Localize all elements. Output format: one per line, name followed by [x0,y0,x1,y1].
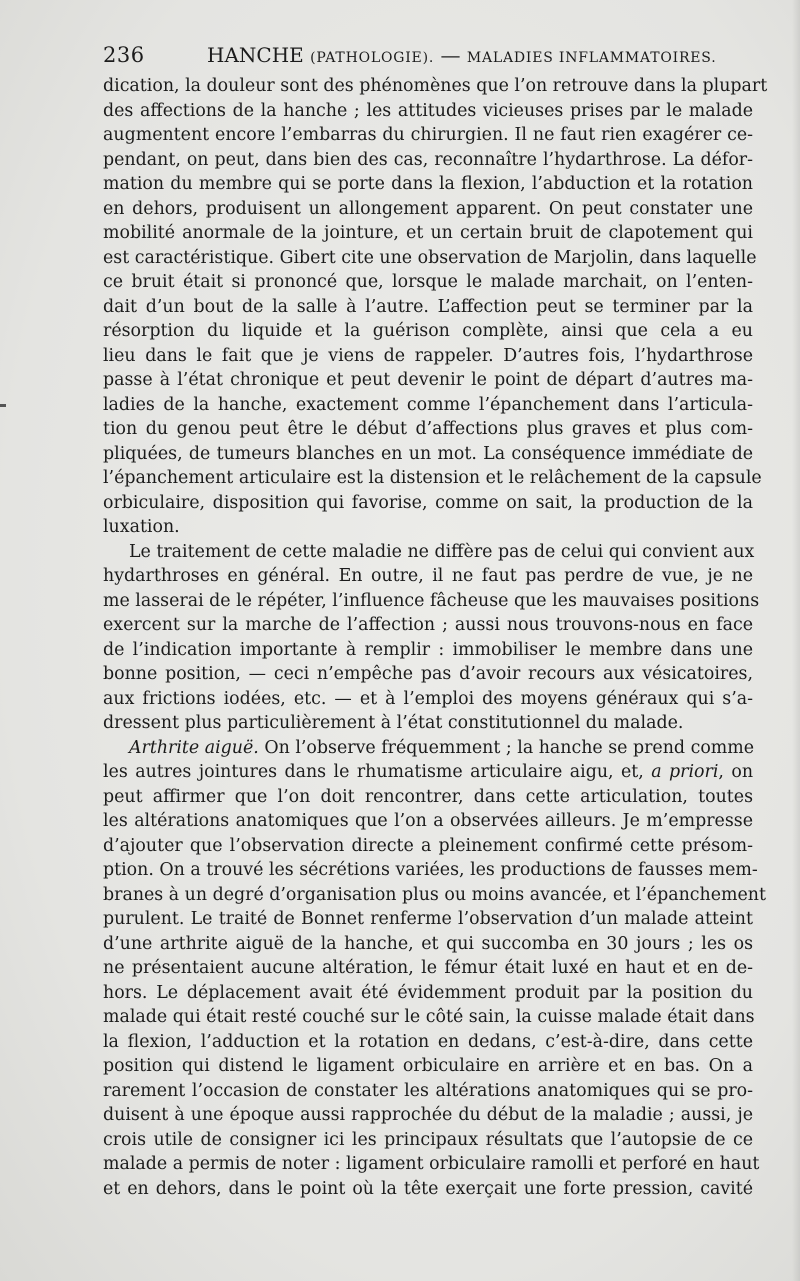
text-line-paragraph-start: Le traitement de cette maladie ne diffère pas de celui qui convient aux [129,541,755,562]
text-line: crois utile de consigner ici les principaux résultats que l’autopsie de ce [103,1129,753,1150]
running-title-dash: — [440,43,461,67]
text-line: pliquées, de tumeurs blanches en un mot. La conséquence immédiate de [103,443,753,464]
text-line: duisent à une époque aussi rapprochée du début de la maladie ; aussi, je [103,1105,753,1125]
italic-a-priori: a priori [651,762,719,782]
running-title-main: HANCHE [207,43,304,67]
running-title-sub: MALADIES INFLAMMATOIRES. [466,50,717,66]
page-number: 236 [103,43,145,67]
running-title [207,43,716,67]
text-line-paragraph-start [103,736,753,761]
text-line: les altérations anatomiques que l’on a observées ailleurs. Je m’empresse [103,811,753,831]
text-line: malade qui était resté couché sur le côté sain, la cuisse malade était dans [103,1007,755,1027]
margin-mark [0,404,6,407]
page-edge-shadow [792,0,800,1281]
text-line-paragraph-end: dressent plus particulièrement à l’état constitutionnel du malade. [103,713,684,733]
text-line: d’une arthrite aiguë de la hanche, et qui succomba en 30 jours ; les os [103,933,753,954]
text-line: d’ajouter que l’observation directe a pleinement confirmé cette présom- [103,835,753,856]
text-line: malade a permis de noter : ligament orbiculaire ramolli et perforé en haut [103,1154,760,1174]
text-run: On l’observe fréquemment ; la hanche se prend comme [264,737,755,758]
text-line: et en dehors, dans le point où la tête exerçait une forte pression, cavité [103,1178,753,1199]
text-line: ce bruit était si prononcé que, lorsque le malade marchait, on l’enten- [103,272,753,292]
text-line: dait d’un bout de la salle à l’autre. L’affection peut se terminer par la [103,296,753,317]
text-line: hors. Le déplacement avait été évidemment produit par la position du [103,982,753,1003]
section-heading-arthrite-aigue: Arthrite aiguë. [129,737,259,758]
text-line: dication, la douleur sont des phénomènes que l’on retrouve dans la plupart [103,76,768,96]
text-line: lieu dans le fait que je viens de rappeler. D’autres fois, l’hydarthrose [103,345,753,366]
text-line: est caractéristique. Gibert cite une observation de Marjolin, dans laquelle [103,247,757,268]
text-line: peut affirmer que l’on doit rencontrer, dans cette articulation, toutes [103,786,753,807]
text-line: bonne position, — ceci n’empêche pas d’avoir recours aux vésicatoires, [103,664,753,684]
text-line: aux frictions iodées, etc. — et à l’emploi des moyens généraux qui s’a- [103,688,753,709]
text-line: de l’indication importante à remplir : immobiliser le membre dans une [103,639,753,660]
text-line: exercent sur la marche de l’affection ; aussi nous trouvons-nous en face [103,615,753,635]
text-line-paragraph-end: luxation. [103,517,180,537]
text-line: ption. On a trouvé les sécrétions variées, les productions de fausses mem- [103,860,758,880]
text-line: résorption du liquide et la guérison complète, ainsi que cela a eu [103,321,753,341]
text-line: en dehors, produisent un allongement apparent. On peut constater une [103,198,753,219]
text-line: ne présentaient aucune altération, le fémur était luxé en haut et en de- [103,958,753,978]
text-line: me lasserai de le répéter, l’influence fâcheuse que les mauvaises positions [103,590,760,611]
text-line: branes à un degré d’organisation plus ou moins avancée, et l’épanchement [103,884,766,905]
text-line: l’épanchement articulaire est la distension et le relâchement de la capsule [103,468,762,488]
text-line: mation du membre qui se porte dans la flexion, l’abduction et la rotation [103,174,753,194]
text-line: position qui distend le ligament orbiculaire en arrière et en bas. On a [103,1056,753,1076]
text-line: des affections de la hanche ; les attitudes vicieuses prises par le malade [103,100,753,121]
text-run: les autres jointures dans le rhumatisme articulaire aigu, et, [103,762,644,782]
text-line: rarement l’occasion de constater les altérations anatomiques qui se pro- [103,1080,753,1101]
text-run: , on [718,762,754,782]
text-line: augmentent encore l’embarras du chirurgien. Il ne faut rien exagérer ce- [103,125,753,145]
text-line [103,760,753,785]
text-line: pendant, on peut, dans bien des cas, reconnaître l’hydarthrose. La défor- [103,149,753,170]
text-line: hydarthroses en général. En outre, il ne faut pas perdre de vue, je ne [103,566,753,586]
text-line: orbiculaire, disposition qui favorise, comme on sait, la production de la [103,492,753,513]
body-text [103,74,768,1201]
text-line: mobilité anormale de la jointure, et un certain bruit de clapotement qui [103,223,753,243]
running-title-paren: (PATHOLOGIE). [310,50,435,66]
text-line: tion du genou peut être le début d’affections plus graves et plus com- [103,419,753,439]
text-line: passe à l’état chronique et peut devenir le point de départ d’autres ma- [103,370,753,390]
text-line: purulent. Le traité de Bonnet renferme l’observation d’un malade atteint [103,909,753,929]
running-header [103,43,753,73]
text-line: la flexion, l’adduction et la rotation en dedans, c’est-à-dire, dans cette [103,1031,753,1052]
text-line: ladies de la hanche, exactement comme l’épanchement dans l’articula- [103,394,753,415]
